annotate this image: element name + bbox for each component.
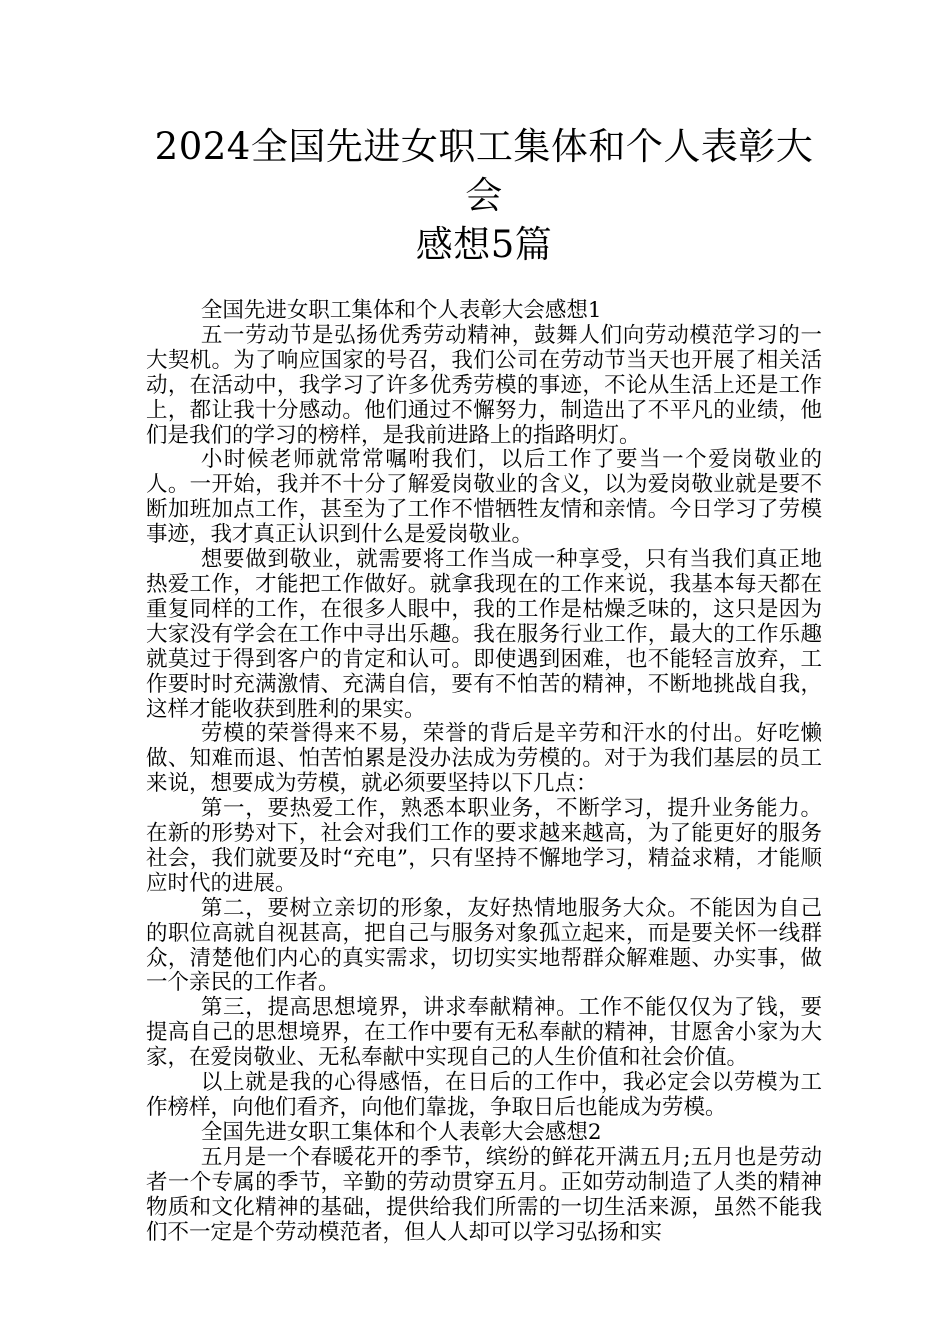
paragraph: 第三，提高思想境界，讲求奉献精神。工作不能仅仅为了钱，要提高自己的思想境界，在工作中要有无私奉献的精神，甘愿舍小家为大家，在爱岗敬业、无私奉献中实现自己的人生价值和社会价值。 <box>146 995 822 1071</box>
paragraph: 五一劳动节是弘扬优秀劳动精神，鼓舞人们向劳动模范学习的一大契机。为了响应国家的号召，我们公司在劳动节当天也开展了相关活动，在活动中，我学习了许多优秀劳模的事迹，不论从生活上还是工作上，都让我十分感动。他们通过不懈努力，制造出了不平凡的业绩，他们是我们的学习的榜样，是我前进路上的指路明灯。 <box>146 322 822 448</box>
title-line-1: 2024全国先进女职工集体和个人表彰大会 <box>154 125 814 217</box>
section-heading-1: 全国先进女职工集体和个人表彰大会感想1 <box>200 298 602 323</box>
title-line-2: 感想5篇 <box>415 223 553 266</box>
paragraph: 第一，要热爱工作，熟悉本职业务，不断学习，提升业务能力。在新的形势对下，社会对我们工作的要求越来越高，为了能更好的服务社会，我们就要及时“充电”，只有坚持不懈地学习，精益求精，才能顺应时代的进展。 <box>146 796 822 896</box>
paragraph: 小时候老师就常常嘱咐我们，以后工作了要当一个爱岗敬业的人。一开始，我并不十分了解爱岗敬业的含义，以为爱岗敬业就是要不断加班加点工作，甚至为了工作不惜牺牲友情和亲情。今日学习了劳模事迹，我才真正认识到什么是爱岗敬业。 <box>146 447 822 548</box>
section-heading-2: 全国先进女职工集体和个人表彰大会感想2 <box>200 1119 602 1145</box>
document-body <box>146 299 822 1245</box>
paragraph: 劳模的荣誉得来不易，荣誉的背后是辛劳和汗水的付出。好吃懒做、知难而退、怕苦怕累是没办法成为劳模的。对于为我们基层的员工来说，想要成为劳模，就必须要坚持以下几点： <box>146 721 822 797</box>
paragraph: 第二，要树立亲切的形象，友好热情地服务大众。不能因为自己的职位高就自视甚高，把自己与服务对象孤立起来，而是要关怀一线群众，清楚他们内心的真实需求，切切实实地帮群众解难题、办实事，做一个亲民的工作者。 <box>146 895 822 996</box>
document-title <box>146 122 822 269</box>
paragraph: 想要做到敬业，就需要将工作当成一种享受，只有当我们真正地热爱工作，才能把工作做好。就拿我现在的工作来说，我基本每天都在重复同样的工作，在很多人眼中，我的工作是枯燥乏味的，这只是因为大家没有学会在工作中寻出乐趣。我在服务行业工作，最大的工作乐趣就莫过于得到客户的肯定和认可。即使遇到困难，也不能轻言放弃，工作要时时充满激情、充满自信，要有不怕苦的精神，不断地挑战自我，这样才能收获到胜利的果实。 <box>146 547 822 722</box>
paragraph: 五月是一个春暖花开的季节，缤纷的鲜花开满五月;五月也是劳动者一个专属的季节，辛勤的劳动贯穿五月。正如劳动制造了人类的精神物质和文化精神的基础，提供给我们所需的一切生活来源，虽然不能我们不一定是个劳动模范者，但人人却可以学习弘扬和实 <box>146 1144 822 1245</box>
paragraph: 以上就是我的心得感悟，在日后的工作中，我必定会以劳模为工作榜样，向他们看齐，向他们靠拢，争取日后也能成为劳模。 <box>146 1070 822 1120</box>
